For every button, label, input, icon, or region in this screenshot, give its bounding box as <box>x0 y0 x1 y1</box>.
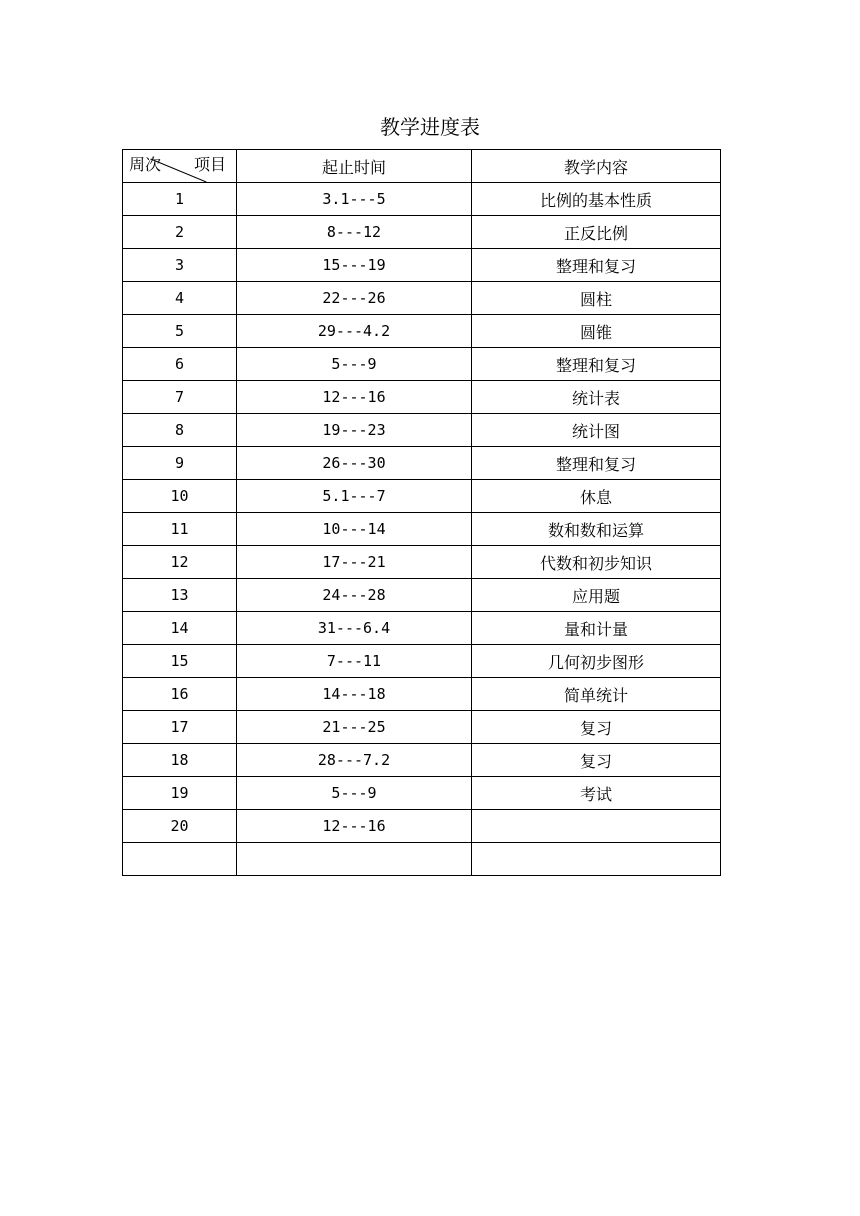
table-row <box>123 414 721 447</box>
week-cell: 20 <box>123 810 237 843</box>
schedule-table <box>122 149 721 876</box>
table-row <box>123 612 721 645</box>
table-row <box>123 711 721 744</box>
week-cell: 2 <box>123 216 237 249</box>
dates-cell: 29---4.2 <box>237 315 472 348</box>
week-cell: 7 <box>123 381 237 414</box>
dates-cell: 15---19 <box>237 249 472 282</box>
dates-cell: 28---7.2 <box>237 744 472 777</box>
dates-cell: 7---11 <box>237 645 472 678</box>
week-cell: 11 <box>123 513 237 546</box>
week-cell: 9 <box>123 447 237 480</box>
week-cell: 19 <box>123 777 237 810</box>
table-row <box>123 843 721 876</box>
content-cell: 正反比例 <box>472 216 721 249</box>
week-cell: 6 <box>123 348 237 381</box>
table-row <box>123 282 721 315</box>
week-cell: 17 <box>123 711 237 744</box>
content-cell: 几何初步图形 <box>472 645 721 678</box>
dates-cell: 14---18 <box>237 678 472 711</box>
table-row <box>123 678 721 711</box>
table-row <box>123 315 721 348</box>
dates-cell <box>237 843 472 876</box>
week-cell: 18 <box>123 744 237 777</box>
dates-cell: 31---6.4 <box>237 612 472 645</box>
dates-cell: 8---12 <box>237 216 472 249</box>
table-row <box>123 513 721 546</box>
week-cell: 12 <box>123 546 237 579</box>
content-cell: 代数和初步知识 <box>472 546 721 579</box>
week-cell <box>123 843 237 876</box>
table-row <box>123 645 721 678</box>
week-cell: 3 <box>123 249 237 282</box>
content-cell: 圆锥 <box>472 315 721 348</box>
content-cell: 比例的基本性质 <box>472 183 721 216</box>
dates-cell: 10---14 <box>237 513 472 546</box>
content-cell: 应用题 <box>472 579 721 612</box>
dates-cell: 12---16 <box>237 810 472 843</box>
week-cell: 8 <box>123 414 237 447</box>
dates-cell: 5---9 <box>237 348 472 381</box>
dates-cell: 21---25 <box>237 711 472 744</box>
table-row <box>123 447 721 480</box>
page-title: 教学进度表 <box>380 115 480 139</box>
table-row <box>123 381 721 414</box>
dates-cell: 26---30 <box>237 447 472 480</box>
content-cell: 整理和复习 <box>472 348 721 381</box>
week-cell: 1 <box>123 183 237 216</box>
corner-week-label: 周次 <box>129 155 162 174</box>
content-cell: 统计图 <box>472 414 721 447</box>
dates-cell: 17---21 <box>237 546 472 579</box>
content-cell: 简单统计 <box>472 678 721 711</box>
content-cell: 复习 <box>472 744 721 777</box>
dates-cell: 12---16 <box>237 381 472 414</box>
week-cell: 16 <box>123 678 237 711</box>
content-cell: 量和计量 <box>472 612 721 645</box>
week-cell: 10 <box>123 480 237 513</box>
table-row <box>123 777 721 810</box>
week-cell: 4 <box>123 282 237 315</box>
dates-cell: 5.1---7 <box>237 480 472 513</box>
week-cell: 13 <box>123 579 237 612</box>
table-row <box>123 546 721 579</box>
table-row <box>123 810 721 843</box>
table-row <box>123 249 721 282</box>
content-cell: 考试 <box>472 777 721 810</box>
table-row <box>123 480 721 513</box>
week-cell: 14 <box>123 612 237 645</box>
week-cell: 15 <box>123 645 237 678</box>
dates-cell: 5---9 <box>237 777 472 810</box>
content-cell: 统计表 <box>472 381 721 414</box>
header-content: 教学内容 <box>472 150 721 183</box>
content-cell: 整理和复习 <box>472 447 721 480</box>
table-header-row <box>123 150 721 183</box>
content-cell: 休息 <box>472 480 721 513</box>
week-cell: 5 <box>123 315 237 348</box>
dates-cell: 3.1---5 <box>237 183 472 216</box>
content-cell <box>472 843 721 876</box>
table-row <box>123 579 721 612</box>
header-dates: 起止时间 <box>237 150 472 183</box>
table-row <box>123 744 721 777</box>
content-cell: 数和数和运算 <box>472 513 721 546</box>
dates-cell: 22---26 <box>237 282 472 315</box>
dates-cell: 24---28 <box>237 579 472 612</box>
dates-cell: 19---23 <box>237 414 472 447</box>
content-cell: 圆柱 <box>472 282 721 315</box>
table-row <box>123 183 721 216</box>
content-cell <box>472 810 721 843</box>
corner-item-label: 项目 <box>193 155 226 174</box>
content-cell: 整理和复习 <box>472 249 721 282</box>
table-row <box>123 216 721 249</box>
content-cell: 复习 <box>472 711 721 744</box>
corner-header-cell <box>123 150 237 183</box>
table-row <box>123 348 721 381</box>
